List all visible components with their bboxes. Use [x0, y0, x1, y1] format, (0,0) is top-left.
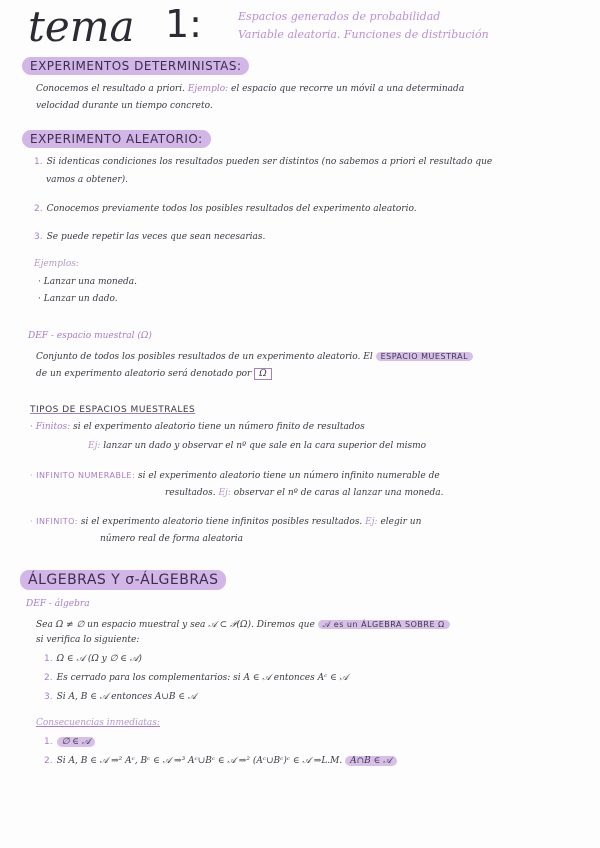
tipo-infinito-numerable: · INFINITO NUMERABLE: si el experimento aleatorio tiene un número infinito numerable de — [30, 471, 440, 481]
tipo-infinito: · INFINITO: si el experimento aleatorio tiene infinitos posibles resultados. Ej: elegir un — [30, 517, 422, 527]
def-espacio-line-2: de un experimento aleatorio será denotado por Ω — [36, 367, 272, 382]
aleatorio-item-3: 3. Se puede repetir las veces que sean necesarias. — [34, 232, 266, 242]
ejemplo-2: · Lanzar un dado. — [38, 294, 118, 304]
ejemplo-1: · Lanzar una moneda. — [38, 277, 138, 287]
heading-algebras: ÁLGEBRAS Y σ-ÁLGEBRAS — [20, 572, 226, 588]
aleatorio-item-1-cont: vamos a obtener). — [46, 175, 129, 185]
def-espacio-muestral-label: DEF - espacio muestral (Ω) — [28, 331, 152, 341]
algebra-line-1: Sea Ω ≠ ∅ un espacio muestral y sea 𝒜 ⊂ 𝒫(Ω). Diremos que 𝒜 es un ÁLGEBRA SOBRE Ω — [36, 617, 450, 633]
algebra-line-2: si verifica lo siguiente: — [36, 635, 140, 645]
subtitle-1: Espacios generados de probabilidad — [238, 10, 441, 23]
deterministas-line-2: velocidad durante un tiempo concreto. — [36, 101, 213, 111]
ejemplos-label: Ejemplos: — [34, 259, 79, 269]
aleatorio-item-1: 1. Si identicas condiciones los resultados pueden ser distintos (no sabemos a priori el resultado que — [34, 157, 493, 167]
consecuencia-1: 1. ∅ ∈ 𝒜 — [44, 735, 95, 750]
omega-symbol: Ω — [254, 368, 271, 380]
consecuencias-label: Consecuencias inmediatas: — [36, 718, 160, 728]
algebra-prop-1: 1. Ω ∈ 𝒜 (Ω y ∅ ∈ 𝒜) — [44, 654, 142, 664]
tipo-infinito-numerable-cont: resultados. Ej: observar el nº de caras al lanzar una moneda. — [165, 488, 444, 498]
tipo-infinito-cont: número real de forma aleatoria — [100, 534, 244, 544]
consecuencia-2: 2. Si A, B ∈ 𝒜 ⇒² Aᶜ, Bᶜ ∈ 𝒜 ⇒³ Aᶜ∪Bᶜ ∈ 𝒜 ⇒² (Aᶜ∪Bᶜ)ᶜ ∈ 𝒜 ⇒L.M. A∩B ∈ 𝒜 — [44, 754, 397, 769]
subtitle-2: Variable aleatoria. Funciones de distribución — [238, 28, 489, 41]
aleatorio-item-2: 2. Conocemos previamente todos los posibles resultados del experimento aleatorio. — [34, 204, 417, 214]
tipo-finito: · Finitos: si el experimento aleatorio tiene un número finito de resultados — [30, 422, 365, 432]
title-number: 1: — [165, 2, 202, 46]
heading-aleatorio: EXPERIMENTO ALEATORIO: — [22, 132, 211, 146]
title-word: tema — [28, 2, 135, 51]
deterministas-line-1: Conocemos el resultado a priori. Ejemplo: el espacio que recorre un móvil a una determinada — [36, 84, 465, 94]
tipos-heading: TIPOS DE ESPACIOS MUESTRALES — [30, 405, 196, 415]
tipo-finito-ejemplo: Ej: lanzar un dado y observar el nº que sale en la cara superior del mismo — [88, 441, 427, 451]
algebra-prop-3: 3. Si A, B ∈ 𝒜 entonces A∪B ∈ 𝒜 — [44, 692, 197, 702]
def-espacio-line-1: Conjunto de todos los posibles resultados de un experimento aleatorio. El ESPACIO MUESTRAL — [36, 349, 473, 365]
heading-deterministas: EXPERIMENTOS DETERMINISTAS: — [22, 59, 249, 73]
def-algebra-label: DEF - álgebra — [26, 599, 90, 609]
algebra-prop-2: 2. Es cerrado para los complementarios: si A ∈ 𝒜 entonces Aᶜ ∈ 𝒜 — [44, 673, 349, 683]
